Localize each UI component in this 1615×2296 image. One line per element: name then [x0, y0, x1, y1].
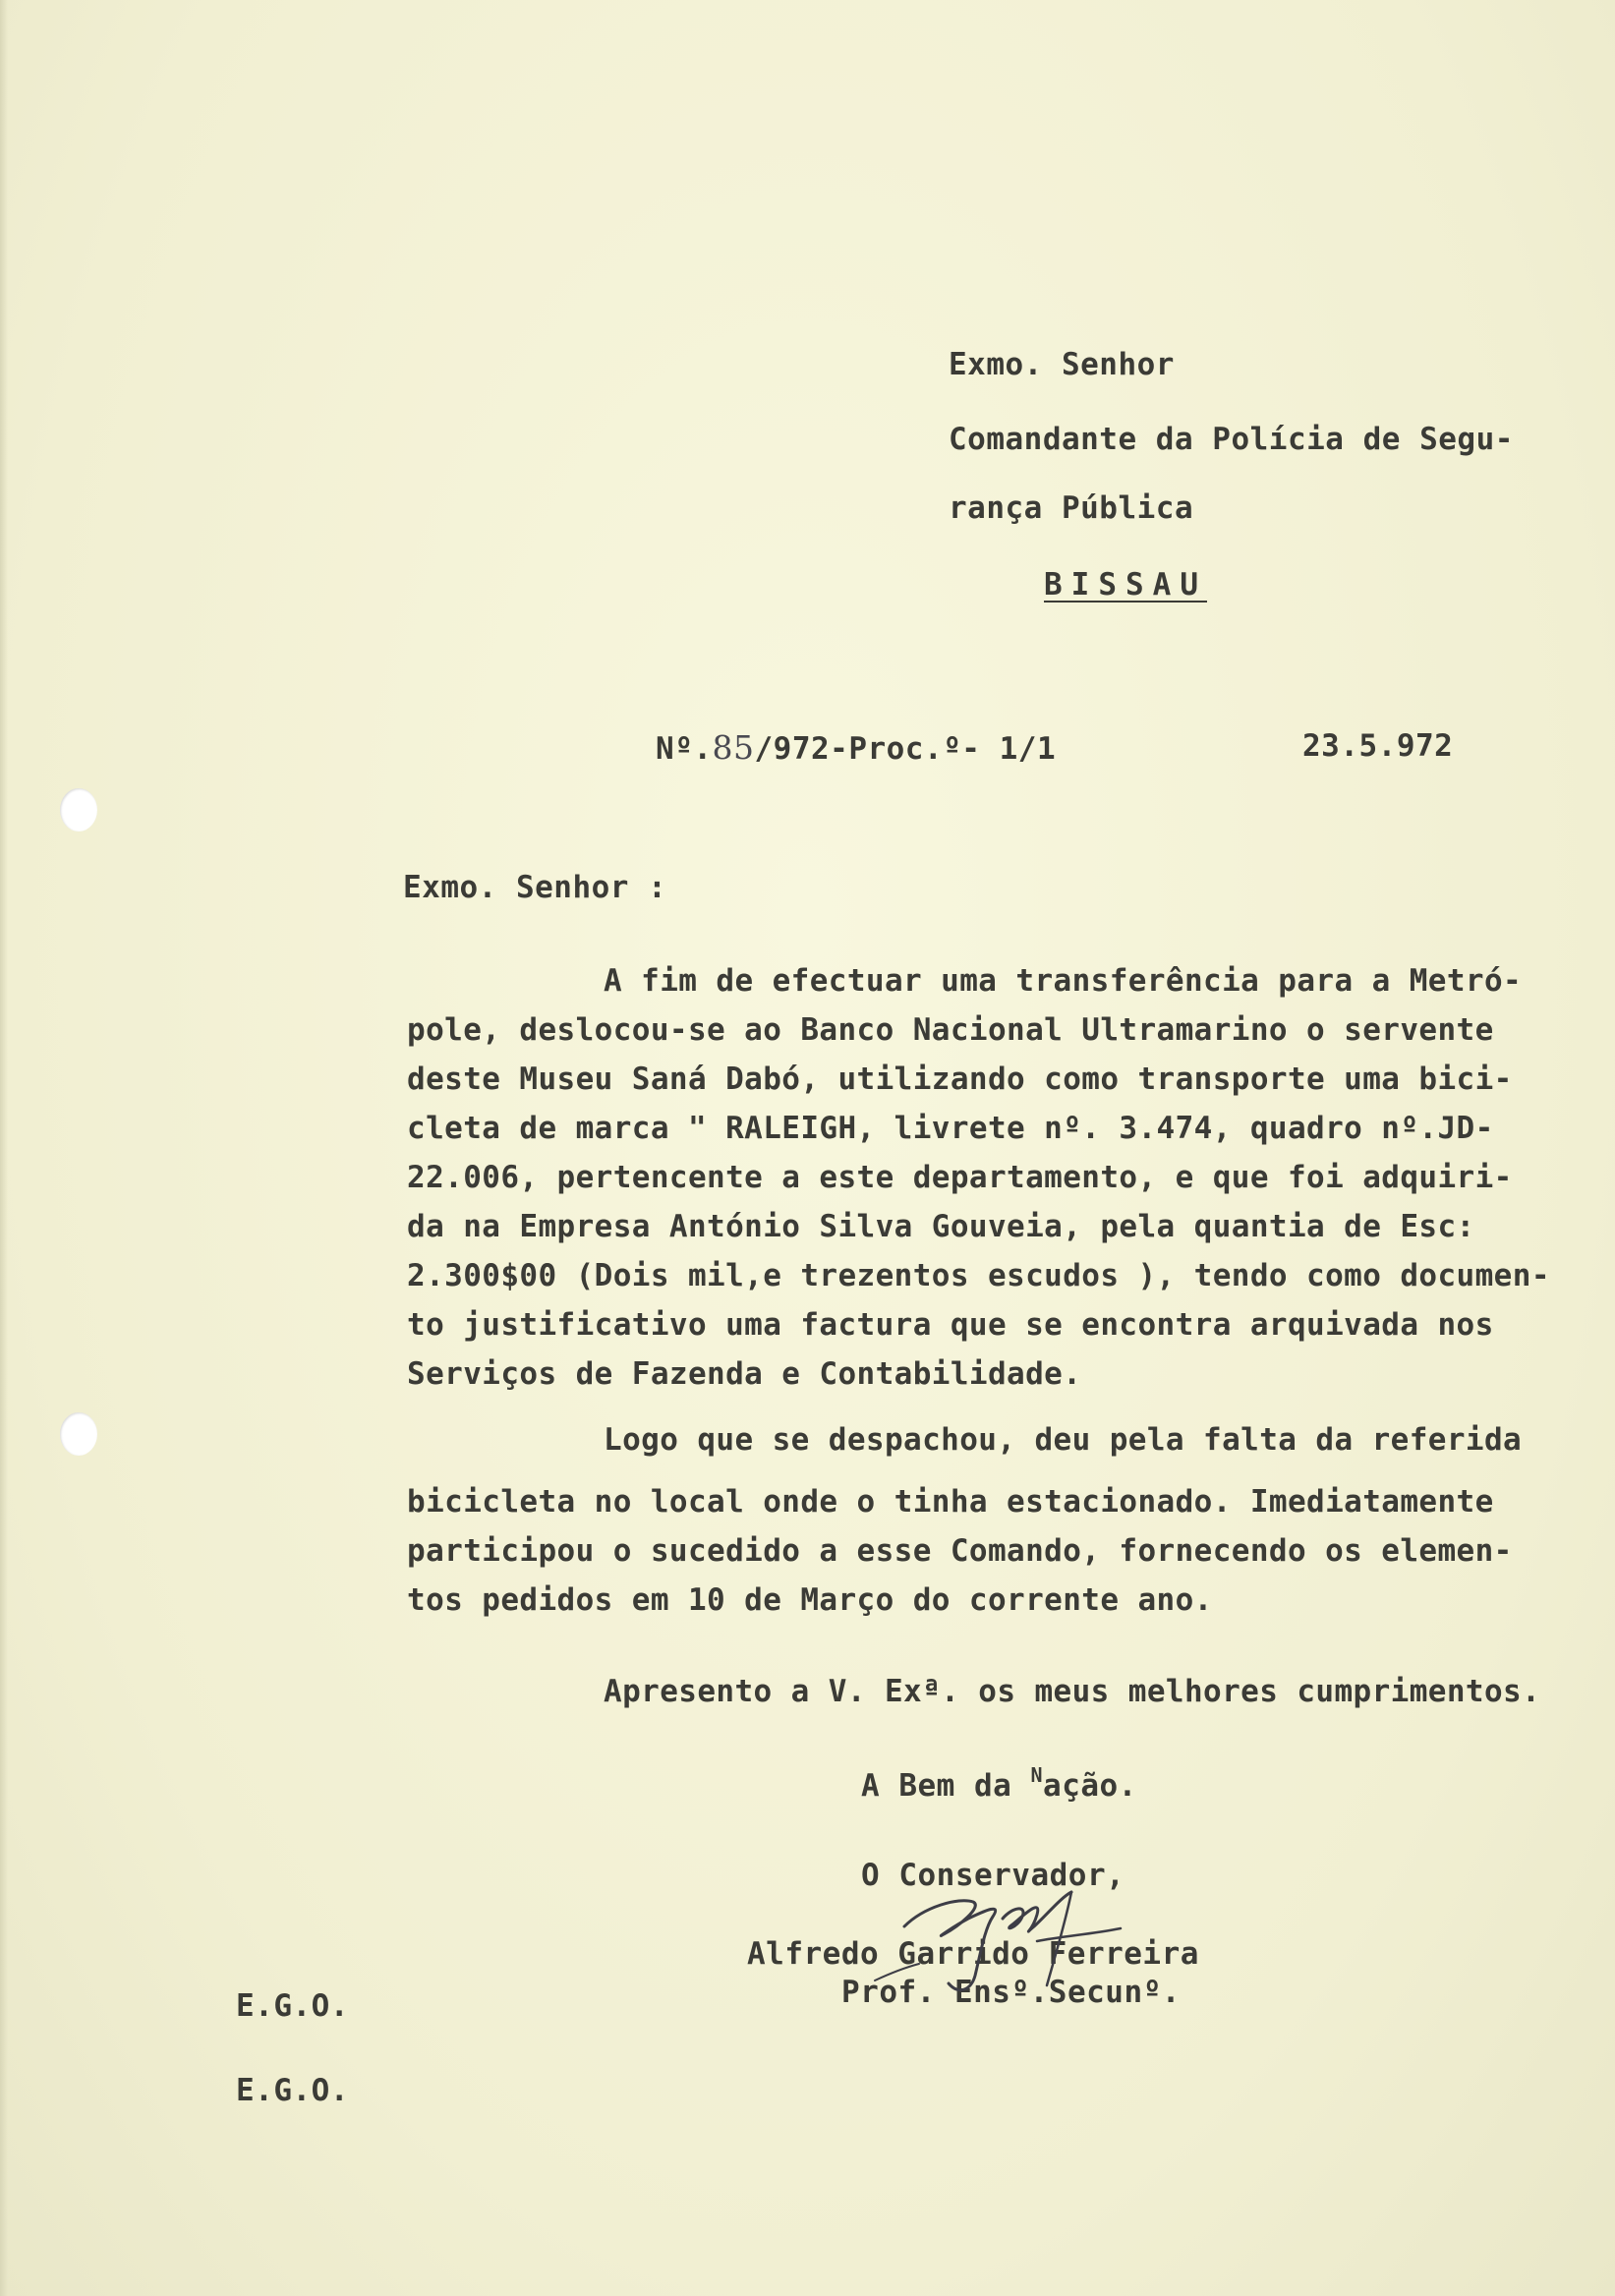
reference-date: 23.5.972	[1302, 728, 1454, 764]
reference-handwritten-number: 85	[712, 728, 755, 767]
paragraph-line: bicicleta no local onde o tinha estacionado. Imediatamente	[407, 1484, 1494, 1520]
signatory-position: Prof. Ensº.Secunº.	[841, 1975, 1181, 2010]
letter-greeting: Exmo. Senhor :	[403, 870, 667, 905]
punch-hole-bottom	[60, 1412, 97, 1456]
paragraph-line: deste Museu Saná Dabó, utilizando como transporte uma bici-	[407, 1062, 1513, 1097]
signatory-name: Alfredo Garrido Ferreira	[747, 1936, 1199, 1972]
motto-superscript: N	[1030, 1763, 1044, 1787]
motto	[861, 1763, 1137, 1804]
addressee-city: BISSAU	[1044, 567, 1207, 603]
paragraph-line: tos pedidos em 10 de Março do corrente ano.	[407, 1582, 1213, 1618]
addressee-line-1: Comandante da Polícia de Segu-	[949, 422, 1514, 457]
page-edge-left	[0, 0, 8, 2296]
closing-line: Apresento a V. Exª. os meus melhores cumprimentos.	[604, 1674, 1541, 1709]
addressee-salutation: Exmo. Senhor	[949, 347, 1175, 382]
handwritten-signature	[865, 1858, 1160, 2015]
reference-suffix: /972-Proc.º- 1/1	[754, 731, 1057, 767]
signatory-title: O Conservador,	[861, 1858, 1125, 1893]
footer-mark-2: E.G.O.	[236, 2073, 349, 2108]
punch-hole-top	[60, 788, 97, 832]
paragraph-line: cleta de marca " RALEIGH, livrete nº. 3.474, quadro nº.JD-	[407, 1111, 1494, 1146]
paragraph-line: A fim de efectuar uma transferência para a Metró-	[604, 963, 1523, 999]
paragraph-line: 22.006, pertencente a este departamento, e que foi adquiri-	[407, 1160, 1513, 1195]
paragraph-line: Logo que se despachou, deu pela falta da referida	[604, 1422, 1523, 1458]
paragraph-line: Serviços de Fazenda e Contabilidade.	[407, 1356, 1082, 1392]
reference-number	[656, 728, 1057, 767]
paragraph-line: da na Empresa António Silva Gouveia, pela quantia de Esc:	[407, 1209, 1475, 1244]
paragraph-line: participou o sucedido a esse Comando, fornecendo os elemen-	[407, 1533, 1513, 1569]
addressee-line-2: rança Pública	[949, 490, 1194, 526]
paragraph-line: to justificativo uma factura que se encontra arquivada nos	[407, 1307, 1494, 1343]
footer-mark-1: E.G.O.	[236, 1988, 349, 2024]
reference-prefix: Nº.	[656, 731, 713, 767]
motto-prefix: A Bem da	[861, 1768, 1031, 1804]
paragraph-line: pole, deslocou-se ao Banco Nacional Ultramarino o servente	[407, 1012, 1494, 1048]
motto-suffix: ação.	[1043, 1768, 1137, 1804]
paragraph-line: 2.300$00 (Dois mil,e trezentos escudos ), tendo como documen-	[407, 1258, 1550, 1293]
